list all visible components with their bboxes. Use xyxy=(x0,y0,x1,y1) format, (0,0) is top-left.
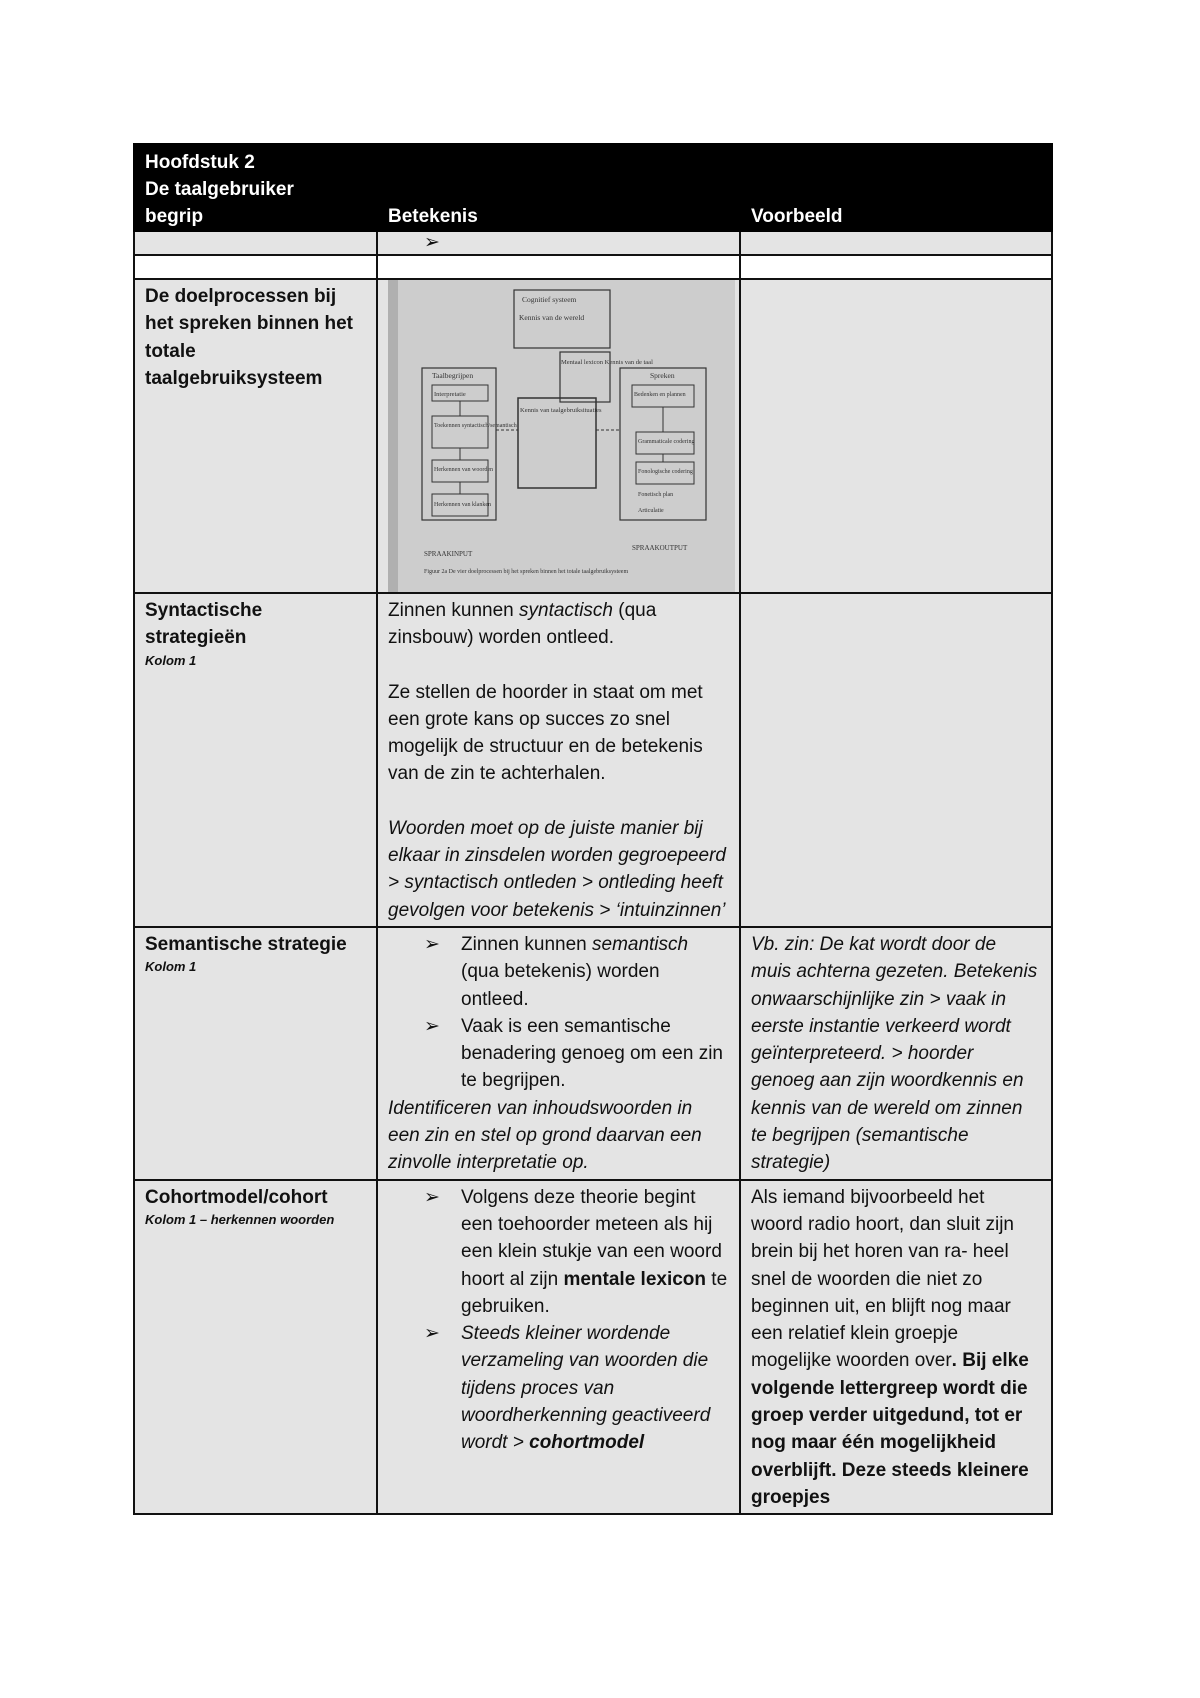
figure-label: Taalbegrijpen xyxy=(432,371,474,380)
table-row xyxy=(134,279,1052,593)
figure-caption: Figuur 2a De vier doelprocessen bij het spreken binnen het totale taalgebruiksysteem xyxy=(424,569,629,575)
chapter-title: Hoofdstuk 2 xyxy=(145,152,255,173)
list-item: ➢ Volgens deze theorie begint een toehoorder meteen als hij een klein stukje van een woord hoort al zijn mentale lexicon te gebruiken. xyxy=(388,1184,729,1320)
betekenis-paragraph: Woorden moet op de juiste manier bij elkaar in zinsdelen worden gegroepeerd > syntactisch ontleden > ontleding heeft gevolgen voor betekenis > ‘intuinzinnen’ xyxy=(388,817,727,921)
diagram-figure xyxy=(388,280,735,592)
figure-label: Articulatie xyxy=(638,508,664,514)
begrippen-table xyxy=(133,143,1053,1515)
figure-label: Herkennen van woorden xyxy=(434,467,493,473)
bullet-arrow-icon: ➢ xyxy=(424,232,440,253)
column-header-betekenis: Betekenis xyxy=(388,206,478,227)
table-row xyxy=(134,1180,1052,1515)
list-item: ➢ Vaak is een semantische benadering genoeg om een zin te begrijpen. xyxy=(388,1013,729,1095)
voorbeeld-text: Als iemand bijvoorbeeld het woord radio hoort, dan sluit zijn brein bij het horen van ra- heel snel de woorden die niet zo beginnen uit, en blijft nog maar een relatief klein groepje mogelijke woorden over. Bij elke volgende lettergreep wordt die groep verder uitgedund, tot er nog maar één mogelijkheid overblijft. Deze steeds kleinere groepjes xyxy=(751,1186,1029,1508)
figure-label: Kennis van taalgebruiksituaties xyxy=(520,407,602,414)
figure-label: Herkennen van klanken xyxy=(434,502,491,508)
bullet-arrow-icon: ➢ xyxy=(424,1186,440,1208)
figure-label: Toekennen syntactisch/semantisch xyxy=(434,423,517,429)
table-row xyxy=(134,927,1052,1180)
figure-label: Kennis van de wereld xyxy=(519,313,585,322)
figure-label: Fonologische codering xyxy=(638,469,693,475)
table-row xyxy=(134,593,1052,927)
column-header-voorbeeld: Voorbeeld xyxy=(751,206,843,227)
bullet-list xyxy=(388,931,729,1095)
bullet-arrow-icon: ➢ xyxy=(424,1323,440,1345)
table-row xyxy=(134,255,1052,279)
figure-label: Spreken xyxy=(650,371,675,380)
column-header-begrip: begrip xyxy=(145,206,204,227)
term-label: Syntactische strategieën xyxy=(145,600,263,649)
term-label: Cohortmodel/cohort xyxy=(145,1186,328,1208)
header-voorbeeld-cell xyxy=(740,144,1052,231)
table-row xyxy=(134,231,1052,255)
figure-label: Interpretatie xyxy=(434,391,466,398)
figure-label: Grammaticale codering xyxy=(638,439,695,445)
betekenis-paragraph: Zinnen kunnen syntactisch (qua zinsbouw) worden ontleed. xyxy=(388,600,657,649)
term-sublabel: Kolom 1 xyxy=(145,959,197,975)
figure-label: Mentaal lexicon Kennis van de taal xyxy=(561,359,653,366)
betekenis-paragraph: Ze stellen de hoorder in staat om met een grote kans op succes zo snel mogelijk de structuur en de betekenis van de zin te achterhalen. xyxy=(388,681,703,785)
header-betekenis-cell xyxy=(377,144,740,231)
term-label: Semantische strategie xyxy=(145,933,347,955)
term-sublabel: Kolom 1 – herkennen woorden xyxy=(145,1211,335,1227)
chapter-subtitle: De taalgebruiker xyxy=(145,179,294,200)
figure-label: Fonetisch plan xyxy=(638,492,674,498)
figure-label: Cognitief systeem xyxy=(522,295,577,304)
figure-label: SPRAAKINPUT xyxy=(424,550,473,558)
term-sublabel: Kolom 1 xyxy=(145,652,197,668)
voorbeeld-text: Vb. zin: De kat wordt door de muis achterna gezeten. Betekenis onwaarschijnlijke zin > vaak in eerste instantie verkeerd wordt geïnterpreteerd. > hoorder genoeg aan zijn woordkennis en kennis van de wereld om zinnen te begrijpen (semantische strategie) xyxy=(751,933,1038,1174)
bullet-list xyxy=(388,1184,729,1457)
figure-label: Bedenken en plannen xyxy=(634,392,686,398)
term-label: De doelprocessen bij het spreken binnen het totale taalgebruiksysteem xyxy=(145,286,353,389)
list-item: ➢ Zinnen kunnen semantisch (qua betekenis) worden ontleed. xyxy=(388,931,729,1013)
list-item: ➢ Steeds kleiner wordende verzameling van woorden die tijdens proces van woordherkenning geactiveerd wordt > cohortmodel xyxy=(388,1320,729,1456)
table-header-row xyxy=(134,144,1052,231)
header-begrip-cell xyxy=(134,144,377,231)
document-page xyxy=(133,143,1051,1515)
bullet-arrow-icon: ➢ xyxy=(424,933,440,955)
bullet-arrow-icon: ➢ xyxy=(424,1015,440,1037)
figure-label: SPRAAKOUTPUT xyxy=(632,544,688,552)
betekenis-paragraph: Identificeren van inhoudswoorden in een zin en stel op grond daarvan een zinvolle interpretatie op. xyxy=(388,1097,702,1174)
